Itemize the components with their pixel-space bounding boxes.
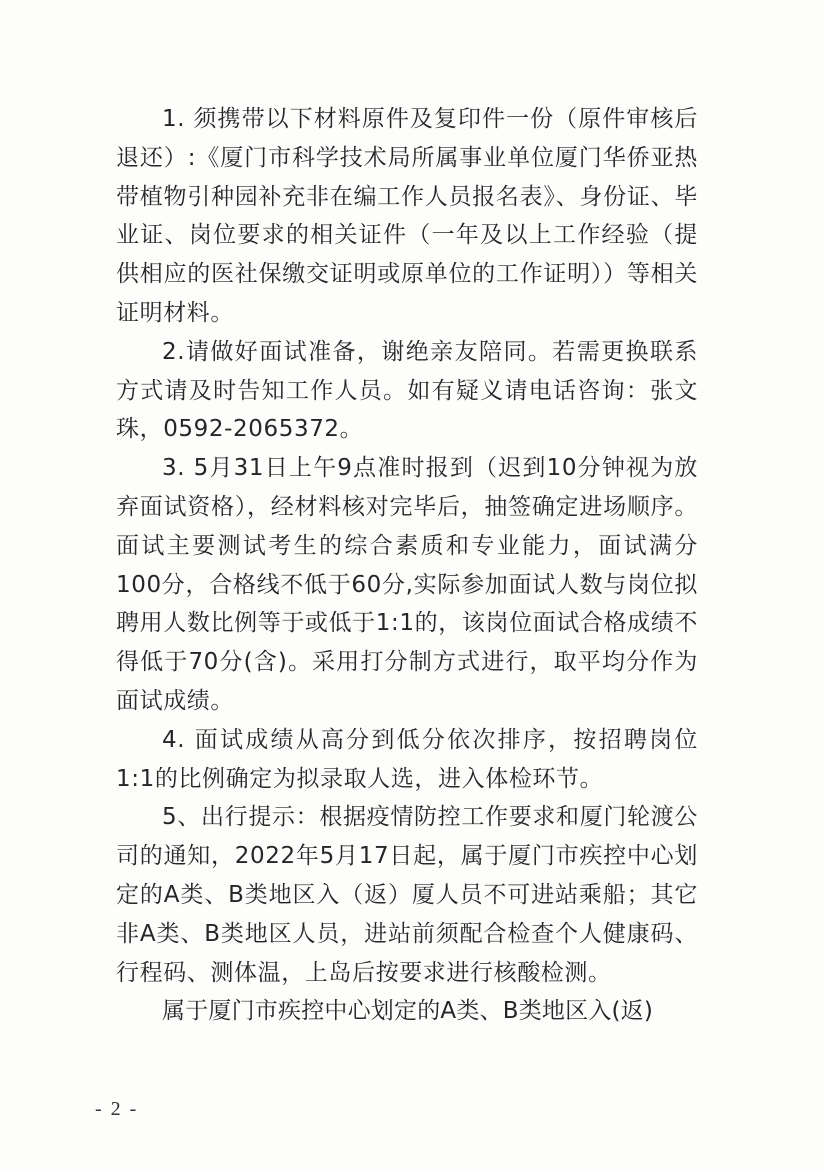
paragraph-travel-notice: 5、出行提示：根据疫情防控工作要求和厦门轮渡公司的通知，2022年5月17日起，属于厦门市疾控中心划定的A类、B类地区入（返）厦人员不可进站乘船；其它非A类、B类地区人员，进站前须配合检查个人健康码、行程码、测体温，上岛后按要求进行核酸检测。 <box>116 804 698 986</box>
paragraph-ranking: 4. 面试成绩从高分到低分依次排序，按招聘岗位1:1的比例确定为拟录取人选，进入体检环节。 <box>116 726 698 792</box>
document-body <box>116 100 698 1031</box>
paragraph-continuation: 属于厦门市疾控中心划定的A类、B类地区入(返) <box>162 998 654 1025</box>
paragraph-schedule: 3. 5月31日上午9点准时报到（迟到10分钟视为放弃面试资格），经材料核对完毕后，抽签确定进场顺序。面试主要测试考生的综合素质和专业能力，面试满分100分，合格线不低于60分,实际参加面试人数与岗位拟聘用人数比例等于或低于1:1的，该岗位面试合格成绩不得低于70分(含)。采用打分制方式进行，取平均分作为面试成绩。 <box>116 455 698 714</box>
paragraph-materials: 1. 须携带以下材料原件及复印件一份（原件审核后退还）:《厦门市科学技术局所属事业单位厦门华侨亚热带植物引种园补充非在编工作人员报名表》、身份证、毕业证、岗位要求的相关证件（一年及以上工作经验（提供相应的医社保缴交证明或原单位的工作证明））等相关证明材料。 <box>116 106 698 326</box>
page-number: - 2 - <box>95 1098 139 1120</box>
paragraph-preparation: 2.请做好面试准备，谢绝亲友陪同。若需更换联系方式请及时告知工作人员。如有疑义请电话咨询：张文珠，0592-2065372。 <box>116 338 698 443</box>
